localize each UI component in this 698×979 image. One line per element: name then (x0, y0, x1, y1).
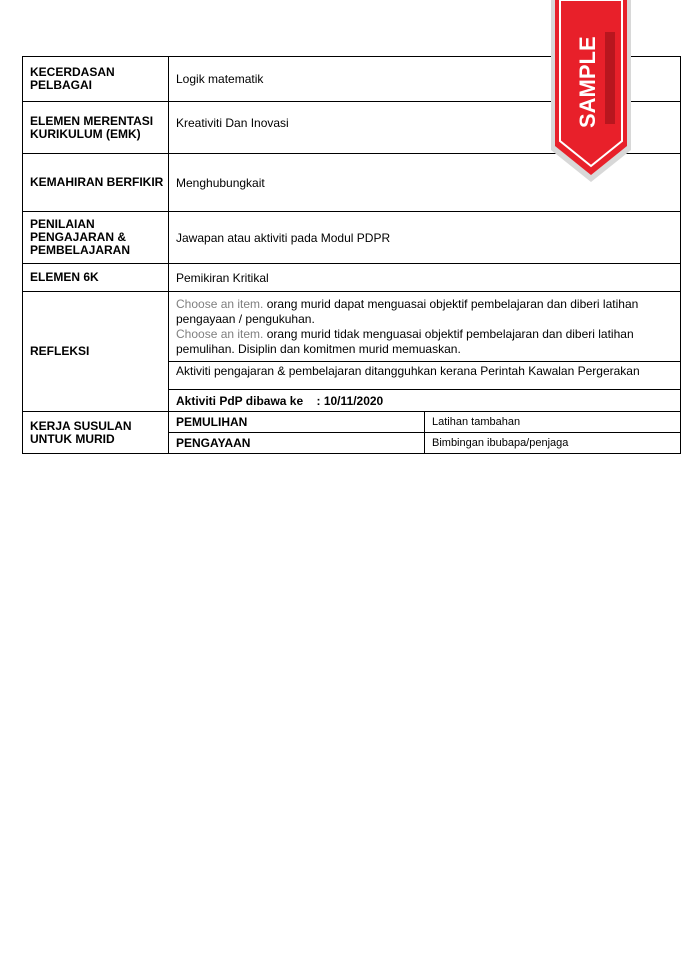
label-penilaian: PENILAIAN PENGAJARAN & PEMBELAJARAN (23, 212, 169, 264)
row-refleksi-outcomes (23, 292, 681, 362)
sample-watermark (551, 0, 631, 182)
label-pemulihan: PEMULIHAN (169, 412, 425, 433)
row-pemulihan (23, 412, 681, 433)
value-emk: Kreativiti Dan Inovasi (169, 102, 681, 154)
label-pengayaan: PENGAYAAN (169, 433, 425, 454)
row-penilaian (23, 212, 681, 264)
value-penilaian: Jawapan atau aktiviti pada Modul PDPR (169, 212, 681, 264)
value-pemulihan: Latihan tambahan (425, 412, 681, 433)
label-emk: ELEMEN MERENTASI KURIKULUM (EMK) (23, 102, 169, 154)
value-kemahiran: Menghubungkait (169, 154, 681, 212)
refleksi-outcomes (169, 292, 681, 362)
refleksi-postponed-text: Aktiviti pengajaran & pembelajaran ditangguhkan kerana Perintah Kawalan Pergerakan (169, 362, 681, 390)
choose-item-dropdown-1[interactable]: Choose an item. (176, 296, 264, 311)
value-pengayaan: Bimbingan ibubapa/penjaga (425, 433, 681, 454)
refleksi-line1-text: orang murid dapat menguasai objektif pembelajaran dan diberi latihan pengayaan / pengukuhan. (176, 296, 639, 326)
refleksi-carried-over (169, 390, 681, 412)
label-refleksi: REFLEKSI (23, 292, 169, 412)
value-elemen6k: Pemikiran Kritikal (169, 264, 681, 292)
sample-watermark-text: SAMPLE (575, 36, 600, 128)
carried-over-label: Aktiviti PdP dibawa ke (176, 393, 304, 408)
value-kecerdasan: Logik matematik (169, 57, 681, 102)
label-kecerdasan: KECERDASAN PELBAGAI (23, 57, 169, 102)
label-kerja-susulan: KERJA SUSULAN UNTUK MURID (23, 412, 169, 454)
choose-item-dropdown-2[interactable]: Choose an item. (176, 326, 264, 341)
refleksi-line2-text: orang murid tidak menguasai objektif pembelajaran dan diberi latihan pemulihan. Disiplin dan komitmen murid memuaskan. (176, 326, 634, 356)
label-elemen6k: ELEMEN 6K (23, 264, 169, 292)
label-kemahiran: KEMAHIRAN BERFIKIR (23, 154, 169, 212)
carried-over-date: : 10/11/2020 (316, 393, 384, 408)
row-elemen6k (23, 264, 681, 292)
